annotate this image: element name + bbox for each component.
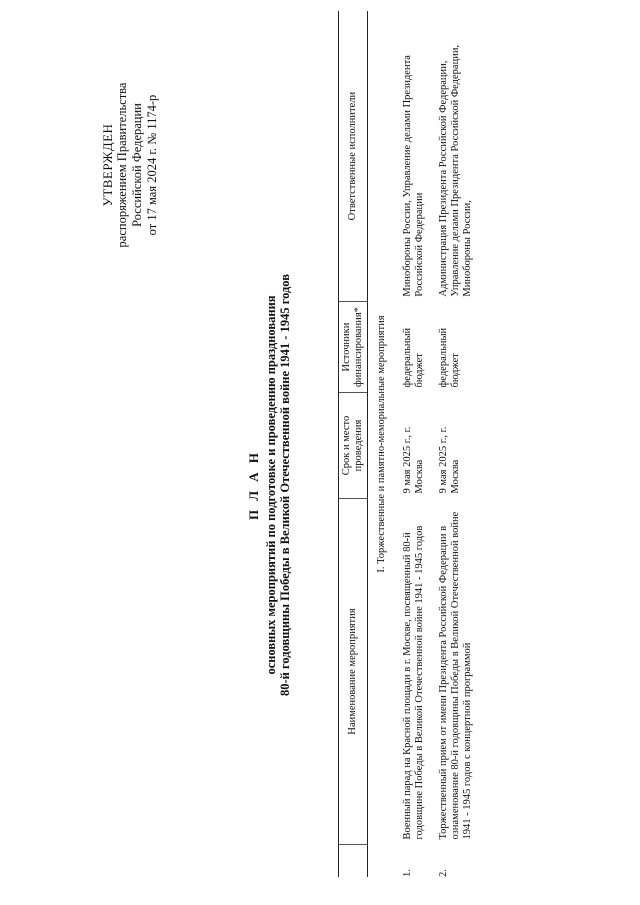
approval-line: Российской Федерации [130, 103, 144, 227]
header-num [339, 845, 368, 878]
row-responsible: Администрация Президента Российской Федерации, Управление делами Президента Российской Федерации, Минобороны России, [438, 44, 473, 297]
header-name: Наименование мероприятия [339, 499, 368, 845]
row-source: федеральный бюджет [438, 327, 461, 388]
row-name: Торжественный прием от имени Президента Российской Федерации в ознаменование 80-й годовщины Победы в Великой Отечественной войне 1941 - 1945 годов с концертной программой [438, 511, 473, 840]
row-number: 2. [438, 869, 449, 877]
row-date: 9 мая 2025 г., г. Москва [438, 426, 461, 494]
approval-date: от 17 мая 2024 г. № 1174-р [145, 94, 159, 236]
row-source: федеральный бюджет [402, 327, 425, 388]
row-date: 9 мая 2025 г., г. Москва [402, 426, 425, 494]
events-table [338, 11, 480, 877]
table-row [432, 11, 480, 877]
plan-heading: П Л А Н [246, 449, 261, 521]
row-responsible: Минобороны России, Управление делами Президента Российской Федерации [402, 55, 425, 297]
header-source: Источники финансирования* [339, 302, 368, 393]
title-line: 80-й годовщины Победы в Великой Отечественной войне 1941 - 1945 годов [278, 274, 292, 696]
table-header-row [339, 11, 368, 877]
section-title: I. Торжественные и памятно-мемориальные мероприятия [376, 315, 387, 573]
header-date: Срок и место проведения [339, 393, 368, 499]
title-line: основных мероприятий по подготовке и проведению празднования [264, 295, 278, 675]
approval-stamp [100, 45, 160, 285]
approval-heading: УТВЕРЖДЕН [100, 123, 115, 207]
section-row [368, 11, 397, 877]
approval-line: распоряжением Правительства [115, 82, 129, 248]
table-row [396, 11, 432, 877]
document-title [247, 185, 292, 785]
row-name: Военный парад на Красной площади в г. Москве, посвященный 80-й годовщине Победы в Великой Отечественной войне 1941 - 1945 годов [402, 525, 425, 840]
row-number: 1. [402, 869, 413, 877]
header-responsible: Ответственные исполнители [339, 11, 368, 302]
